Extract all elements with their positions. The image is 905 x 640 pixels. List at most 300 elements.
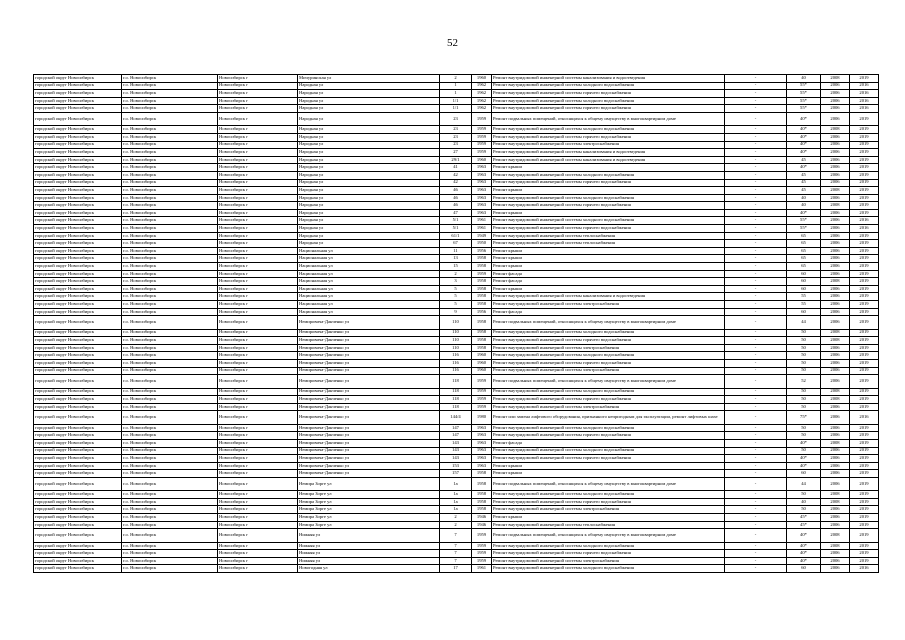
locality-cell: Новосибирск г xyxy=(218,217,298,225)
service-life-cell: 40* xyxy=(787,112,821,125)
house-cell: 5 xyxy=(440,285,472,293)
year-cell: 1961 xyxy=(472,565,492,573)
work-type-cell: Ремонт крыши xyxy=(492,247,725,255)
service-life-cell: 55* xyxy=(787,97,821,105)
repair-year-cell: 2006 xyxy=(821,359,850,367)
street-cell: Немировича-Данченко ул xyxy=(298,359,440,367)
cell-dash-cell: - xyxy=(725,432,787,440)
year-cell: 1958 xyxy=(472,506,492,514)
cell-dash-cell: - xyxy=(725,179,787,187)
work-type-cell: Ремонт подвальных помещений, относящихся к общему имуществу в многоквартирном доме xyxy=(492,477,725,490)
district-cell: г.о. Новосибирск xyxy=(122,112,218,125)
locality-cell: Новосибирск г xyxy=(218,329,298,337)
district-cell: г.о. Новосибирск xyxy=(122,194,218,202)
work-type-cell: Ремонт фасада xyxy=(492,270,725,278)
repair-year-cell: 2006 xyxy=(821,506,850,514)
district-cell: г.о. Новосибирск xyxy=(122,97,218,105)
municipality-cell: городской округ Новосибирск xyxy=(34,217,122,225)
locality-cell: Новосибирск г xyxy=(218,337,298,345)
plan-year-cell: 2019 xyxy=(850,337,879,345)
service-life-cell: 55* xyxy=(787,90,821,98)
plan-year-cell: 2019 xyxy=(850,126,879,134)
locality-cell: Новосибирск г xyxy=(218,285,298,293)
house-cell: 17 xyxy=(440,565,472,573)
service-life-cell: 50 xyxy=(787,344,821,352)
street-cell: Нижняя ул xyxy=(298,529,440,542)
locality-cell: Новосибирск г xyxy=(218,462,298,470)
plan-year-cell: 2019 xyxy=(850,447,879,455)
district-cell: г.о. Новосибирск xyxy=(122,75,218,83)
municipality-cell: городской округ Новосибирск xyxy=(34,255,122,263)
street-cell: Народная ул xyxy=(298,232,440,240)
locality-cell: Новосибирск г xyxy=(218,97,298,105)
municipality-cell: городской округ Новосибирск xyxy=(34,432,122,440)
cell-dash-cell: - xyxy=(725,367,787,375)
year-cell: 1958 xyxy=(472,278,492,286)
street-cell: Народная ул xyxy=(298,240,440,248)
district-cell: г.о. Новосибирск xyxy=(122,225,218,233)
cell-dash-cell: - xyxy=(725,396,787,404)
service-life-cell: 50 xyxy=(787,447,821,455)
locality-cell: Новосибирск г xyxy=(218,90,298,98)
locality-cell: Новосибирск г xyxy=(218,225,298,233)
repair-year-cell: 2008 xyxy=(821,202,850,210)
work-type-cell: Ремонт крыши xyxy=(492,263,725,271)
cell-dash-cell: - xyxy=(725,247,787,255)
year-cell: 1959 xyxy=(472,141,492,149)
table-row xyxy=(34,388,879,396)
work-type-cell: Ремонт фасада xyxy=(492,439,725,447)
repair-year-cell: 2006 xyxy=(821,316,850,329)
table-row xyxy=(34,171,879,179)
street-cell: Немира Зорге ул xyxy=(298,521,440,529)
repair-year-cell: 2006 xyxy=(821,133,850,141)
district-cell: г.о. Новосибирск xyxy=(122,344,218,352)
plan-year-cell: 2019 xyxy=(850,278,879,286)
house-cell: 118 xyxy=(440,403,472,411)
year-cell: 1959 xyxy=(472,542,492,550)
table-row xyxy=(34,149,879,157)
work-type-cell: Ремонт внутридомовой инженерной системы горячего водоснабжения xyxy=(492,337,725,345)
cell-dash-cell: - xyxy=(725,550,787,558)
table-row xyxy=(34,411,879,424)
service-life-cell: 40* xyxy=(787,209,821,217)
municipality-cell: городской округ Новосибирск xyxy=(34,171,122,179)
repair-year-cell: 2008 xyxy=(821,529,850,542)
service-life-cell: 60 xyxy=(787,565,821,573)
district-cell: г.о. Новосибирск xyxy=(122,156,218,164)
table-row xyxy=(34,263,879,271)
house-cell: 42 xyxy=(440,179,472,187)
plan-year-cell: 2019 xyxy=(850,179,879,187)
repair-year-cell: 2008 xyxy=(821,388,850,396)
work-type-cell: Ремонт внутридомовой инженерной системы электроснабжения xyxy=(492,557,725,565)
year-cell: 1962 xyxy=(472,82,492,90)
locality-cell: Новосибирск г xyxy=(218,498,298,506)
street-cell: Национальная ул xyxy=(298,308,440,316)
municipality-cell: городской округ Новосибирск xyxy=(34,194,122,202)
municipality-cell: городской округ Новосибирск xyxy=(34,439,122,447)
year-cell: 1960 xyxy=(472,156,492,164)
repair-year-cell: 2006 xyxy=(821,424,850,432)
municipality-cell: городской округ Новосибирск xyxy=(34,329,122,337)
municipality-cell: городской округ Новосибирск xyxy=(34,477,122,490)
locality-cell: Новосибирск г xyxy=(218,388,298,396)
service-life-cell: 50 xyxy=(787,337,821,345)
plan-year-cell: 2019 xyxy=(850,396,879,404)
work-type-cell: Ремонт внутридомовой инженерной системы канализования и водоотведения xyxy=(492,293,725,301)
cell-dash-cell: - xyxy=(725,164,787,172)
street-cell: Мичуринская ул xyxy=(298,75,440,83)
work-type-cell: Ремонт внутридомовой инженерной системы электроснабжения xyxy=(492,506,725,514)
cell-dash-cell: - xyxy=(725,112,787,125)
table-row xyxy=(34,491,879,499)
year-cell: 1959 xyxy=(472,557,492,565)
municipality-cell: городской округ Новосибирск xyxy=(34,225,122,233)
plan-year-cell: 2016 xyxy=(850,82,879,90)
work-type-cell: Ремонт внутридомовой инженерной системы горячего водоснабжения xyxy=(492,105,725,113)
house-cell: 110 xyxy=(440,329,472,337)
house-cell: 143 xyxy=(440,455,472,463)
year-cell: 1963 xyxy=(472,179,492,187)
house-cell: 2 xyxy=(440,270,472,278)
plan-year-cell: 2019 xyxy=(850,293,879,301)
street-cell: Национальная ул xyxy=(298,285,440,293)
locality-cell: Новосибирск г xyxy=(218,477,298,490)
plan-year-cell: 2019 xyxy=(850,316,879,329)
house-cell: 46 xyxy=(440,187,472,195)
table-row xyxy=(34,270,879,278)
plan-year-cell: 2019 xyxy=(850,514,879,522)
year-cell: 1958 xyxy=(472,470,492,478)
district-cell: г.о. Новосибирск xyxy=(122,470,218,478)
repair-year-cell: 2008 xyxy=(821,439,850,447)
district-cell: г.о. Новосибирск xyxy=(122,424,218,432)
service-life-cell: 55* xyxy=(787,82,821,90)
cell-dash-cell: - xyxy=(725,375,787,388)
year-cell: 1958 xyxy=(472,255,492,263)
house-cell: 147 xyxy=(440,432,472,440)
municipality-cell: городской округ Новосибирск xyxy=(34,141,122,149)
house-cell: 3 xyxy=(440,278,472,286)
municipality-cell: городской округ Новосибирск xyxy=(34,126,122,134)
work-type-cell: Ремонт внутридомовой инженерной системы канализования и водоотведения xyxy=(492,156,725,164)
plan-year-cell: 2019 xyxy=(850,557,879,565)
service-life-cell: 65 xyxy=(787,255,821,263)
municipality-cell: городской округ Новосибирск xyxy=(34,97,122,105)
year-cell: 1959 xyxy=(472,375,492,388)
work-type-cell: Ремонт внутридомовой инженерной системы холодного водоснабжения xyxy=(492,542,725,550)
cell-dash-cell: - xyxy=(725,565,787,573)
house-cell: 23 xyxy=(440,126,472,134)
repair-year-cell: 2006 xyxy=(821,209,850,217)
repair-year-cell: 2006 xyxy=(821,263,850,271)
year-cell: 1963 xyxy=(472,432,492,440)
municipality-cell: городской округ Новосибирск xyxy=(34,506,122,514)
house-cell: 42 xyxy=(440,171,472,179)
work-type-cell: Ремонт подвальных помещений, относящихся к общему имуществу в многоквартирном доме xyxy=(492,375,725,388)
street-cell: Народная ул xyxy=(298,164,440,172)
plan-year-cell: 2019 xyxy=(850,112,879,125)
service-life-cell: 44 xyxy=(787,316,821,329)
cell-dash-cell: - xyxy=(725,105,787,113)
plan-year-cell: 2019 xyxy=(850,432,879,440)
locality-cell: Новосибирск г xyxy=(218,557,298,565)
year-cell: 1962 xyxy=(472,97,492,105)
repair-year-cell: 2008 xyxy=(821,491,850,499)
repair-year-cell: 2008 xyxy=(821,542,850,550)
table-row xyxy=(34,359,879,367)
service-life-cell: 50 xyxy=(787,424,821,432)
plan-year-cell: 2019 xyxy=(850,164,879,172)
district-cell: г.о. Новосибирск xyxy=(122,149,218,157)
work-type-cell: Ремонт внутридомовой инженерной системы теплоснабжения xyxy=(492,521,725,529)
locality-cell: Новосибирск г xyxy=(218,470,298,478)
service-life-cell: 40* xyxy=(787,149,821,157)
street-cell: Народная ул xyxy=(298,209,440,217)
district-cell: г.о. Новосибирск xyxy=(122,255,218,263)
district-cell: г.о. Новосибирск xyxy=(122,285,218,293)
street-cell: Народная ул xyxy=(298,171,440,179)
municipality-cell: городской округ Новосибирск xyxy=(34,375,122,388)
locality-cell: Новосибирск г xyxy=(218,156,298,164)
municipality-cell: городской округ Новосибирск xyxy=(34,164,122,172)
municipality-cell: городской округ Новосибирск xyxy=(34,285,122,293)
municipality-cell: городской округ Новосибирск xyxy=(34,179,122,187)
house-cell: 1а xyxy=(440,506,472,514)
service-life-cell: 50 xyxy=(787,352,821,360)
year-cell: 1961 xyxy=(472,217,492,225)
table-row xyxy=(34,293,879,301)
district-cell: г.о. Новосибирск xyxy=(122,141,218,149)
table-row xyxy=(34,316,879,329)
service-life-cell: 52 xyxy=(787,375,821,388)
table-row xyxy=(34,550,879,558)
district-cell: г.о. Новосибирск xyxy=(122,247,218,255)
municipality-cell: городской округ Новосибирск xyxy=(34,149,122,157)
work-type-cell: Ремонт внутридомовой инженерной системы горячего водоснабжения xyxy=(492,359,725,367)
house-cell: 7 xyxy=(440,529,472,542)
year-cell: 1960 xyxy=(472,75,492,83)
service-life-cell: 55* xyxy=(787,217,821,225)
district-cell: г.о. Новосибирск xyxy=(122,337,218,345)
repair-year-cell: 2006 xyxy=(821,308,850,316)
repair-year-cell: 2006 xyxy=(821,477,850,490)
plan-year-cell: 2019 xyxy=(850,133,879,141)
street-cell: Немира Зорге ул xyxy=(298,491,440,499)
repair-year-cell: 2006 xyxy=(821,462,850,470)
district-cell: г.о. Новосибирск xyxy=(122,187,218,195)
repair-year-cell: 2008 xyxy=(821,337,850,345)
work-type-cell: Ремонт крыши xyxy=(492,187,725,195)
service-life-cell: 50 xyxy=(787,329,821,337)
table-row xyxy=(34,352,879,360)
work-type-cell: Ремонт внутридомовой инженерной системы канализования и водоотведения xyxy=(492,149,725,157)
house-cell: 1а xyxy=(440,491,472,499)
service-life-cell: 65 xyxy=(787,232,821,240)
service-life-cell: 50 xyxy=(787,506,821,514)
municipality-cell: городской округ Новосибирск xyxy=(34,82,122,90)
municipality-cell: городской округ Новосибирск xyxy=(34,247,122,255)
service-life-cell: 45 xyxy=(787,171,821,179)
repair-year-cell: 2006 xyxy=(821,352,850,360)
municipality-cell: городской округ Новосибирск xyxy=(34,498,122,506)
street-cell: Народная ул xyxy=(298,112,440,125)
plan-year-cell: 2019 xyxy=(850,329,879,337)
service-life-cell: 50 xyxy=(787,491,821,499)
district-cell: г.о. Новосибирск xyxy=(122,105,218,113)
work-type-cell: Ремонт внутридомовой инженерной системы горячего водоснабжения xyxy=(492,202,725,210)
locality-cell: Новосибирск г xyxy=(218,141,298,149)
locality-cell: Новосибирск г xyxy=(218,263,298,271)
district-cell: г.о. Новосибирск xyxy=(122,491,218,499)
street-cell: Народная ул xyxy=(298,187,440,195)
cell-dash-cell: - xyxy=(725,424,787,432)
plan-year-cell: 2016 xyxy=(850,565,879,573)
service-life-cell: 50 xyxy=(787,367,821,375)
house-cell: 7 xyxy=(440,557,472,565)
municipality-cell: городской округ Новосибирск xyxy=(34,557,122,565)
district-cell: г.о. Новосибирск xyxy=(122,202,218,210)
repair-year-cell: 2008 xyxy=(821,75,850,83)
work-type-cell: Ремонт внутридомовой инженерной системы холодного водоснабжения xyxy=(492,565,725,573)
service-life-cell: 45 xyxy=(787,156,821,164)
table-row xyxy=(34,470,879,478)
district-cell: г.о. Новосибирск xyxy=(122,308,218,316)
table-row xyxy=(34,90,879,98)
plan-year-cell: 2019 xyxy=(850,171,879,179)
district-cell: г.о. Новосибирск xyxy=(122,133,218,141)
repair-year-cell: 2006 xyxy=(821,455,850,463)
work-type-cell: Ремонт внутридомовой инженерной системы канализования и водоотведения xyxy=(492,75,725,83)
municipality-cell: городской округ Новосибирск xyxy=(34,521,122,529)
street-cell: Народная ул xyxy=(298,156,440,164)
cell-dash-cell: - xyxy=(725,477,787,490)
cell-dash-cell: - xyxy=(725,403,787,411)
table-row xyxy=(34,156,879,164)
locality-cell: Новосибирск г xyxy=(218,278,298,286)
service-life-cell: 55 xyxy=(787,301,821,309)
locality-cell: Новосибирск г xyxy=(218,240,298,248)
table-body xyxy=(34,75,879,573)
municipality-cell: городской округ Новосибирск xyxy=(34,542,122,550)
repair-year-cell: 2008 xyxy=(821,126,850,134)
year-cell: 1958 xyxy=(472,498,492,506)
house-cell: 15 xyxy=(440,263,472,271)
municipality-cell: городской округ Новосибирск xyxy=(34,187,122,195)
house-cell: 153 xyxy=(440,462,472,470)
work-type-cell: Ремонт внутридомовой инженерной системы холодного водоснабжения xyxy=(492,329,725,337)
plan-year-cell: 2019 xyxy=(850,240,879,248)
plan-year-cell: 2019 xyxy=(850,194,879,202)
service-life-cell: 55 xyxy=(787,293,821,301)
house-cell: 1/1 xyxy=(440,97,472,105)
repair-year-cell: 2006 xyxy=(821,521,850,529)
service-life-cell: 40* xyxy=(787,126,821,134)
locality-cell: Новосибирск г xyxy=(218,396,298,404)
work-type-cell: Ремонт внутридомовой инженерной системы холодного водоснабжения xyxy=(492,447,725,455)
house-cell: 7 xyxy=(440,550,472,558)
repair-year-cell: 2008 xyxy=(821,278,850,286)
repair-year-cell: 2006 xyxy=(821,285,850,293)
table-row xyxy=(34,455,879,463)
street-cell: Нижняя ул xyxy=(298,542,440,550)
municipality-cell: городской округ Новосибирск xyxy=(34,75,122,83)
locality-cell: Новосибирск г xyxy=(218,447,298,455)
plan-year-cell: 2019 xyxy=(850,149,879,157)
house-cell: 46 xyxy=(440,202,472,210)
service-life-cell: 40* xyxy=(787,542,821,550)
page-number: 52 xyxy=(447,37,458,49)
work-type-cell: Ремонт внутридомовой инженерной системы холодного водоснабжения xyxy=(492,97,725,105)
house-cell: 9 xyxy=(440,308,472,316)
district-cell: г.о. Новосибирск xyxy=(122,542,218,550)
street-cell: Народная ул xyxy=(298,105,440,113)
locality-cell: Новосибирск г xyxy=(218,424,298,432)
district-cell: г.о. Новосибирск xyxy=(122,432,218,440)
house-cell: 67 xyxy=(440,240,472,248)
table-row xyxy=(34,308,879,316)
house-cell: 2 xyxy=(440,75,472,83)
street-cell: Национальная ул xyxy=(298,301,440,309)
street-cell: Народная ул xyxy=(298,141,440,149)
table-row xyxy=(34,194,879,202)
year-cell: 1958 xyxy=(472,491,492,499)
year-cell: 1950 xyxy=(472,240,492,248)
municipality-cell: городской округ Новосибирск xyxy=(34,529,122,542)
work-type-cell: Ремонт внутридомовой инженерной системы электроснабжения xyxy=(492,141,725,149)
year-cell: 1960 xyxy=(472,367,492,375)
municipality-cell: городской округ Новосибирск xyxy=(34,396,122,404)
street-cell: Национальная ул xyxy=(298,263,440,271)
work-type-cell: Ремонт внутридомовой инженерной системы холодного водоснабжения xyxy=(492,171,725,179)
repair-year-cell: 2008 xyxy=(821,329,850,337)
year-cell: 1961 xyxy=(472,225,492,233)
repair-year-cell: 2006 xyxy=(821,105,850,113)
table-row xyxy=(34,278,879,286)
municipality-cell: городской округ Новосибирск xyxy=(34,232,122,240)
work-type-cell: Ремонт внутридомовой инженерной системы холодного водоснабжения xyxy=(492,388,725,396)
house-cell: 11 xyxy=(440,247,472,255)
house-cell: 46 xyxy=(440,194,472,202)
district-cell: г.о. Новосибирск xyxy=(122,498,218,506)
plan-year-cell: 2019 xyxy=(850,375,879,388)
work-type-cell: Ремонт внутридомовой инженерной системы электроснабжения xyxy=(492,403,725,411)
repair-year-cell: 2006 xyxy=(821,240,850,248)
service-life-cell: 60 xyxy=(787,285,821,293)
repair-year-cell: 2006 xyxy=(821,447,850,455)
table-row xyxy=(34,529,879,542)
table-row xyxy=(34,179,879,187)
year-cell: 1958 xyxy=(472,337,492,345)
service-life-cell: 55* xyxy=(787,225,821,233)
cell-dash-cell: - xyxy=(725,232,787,240)
street-cell: Немировича-Данченко ул xyxy=(298,396,440,404)
work-type-cell: Ремонт крыши xyxy=(492,285,725,293)
year-cell: 1962 xyxy=(472,105,492,113)
street-cell: Немировича-Данченко ул xyxy=(298,316,440,329)
cell-dash-cell: - xyxy=(725,329,787,337)
street-cell: Народная ул xyxy=(298,225,440,233)
cell-dash-cell: - xyxy=(725,352,787,360)
district-cell: г.о. Новосибирск xyxy=(122,359,218,367)
plan-year-cell: 2019 xyxy=(850,424,879,432)
cell-dash-cell: - xyxy=(725,217,787,225)
repair-year-cell: 2006 xyxy=(821,367,850,375)
house-cell: 1а xyxy=(440,498,472,506)
street-cell: Национальная ул xyxy=(298,255,440,263)
work-type-cell: Ремонт внутридомовой инженерной системы холодного водоснабжения xyxy=(492,424,725,432)
